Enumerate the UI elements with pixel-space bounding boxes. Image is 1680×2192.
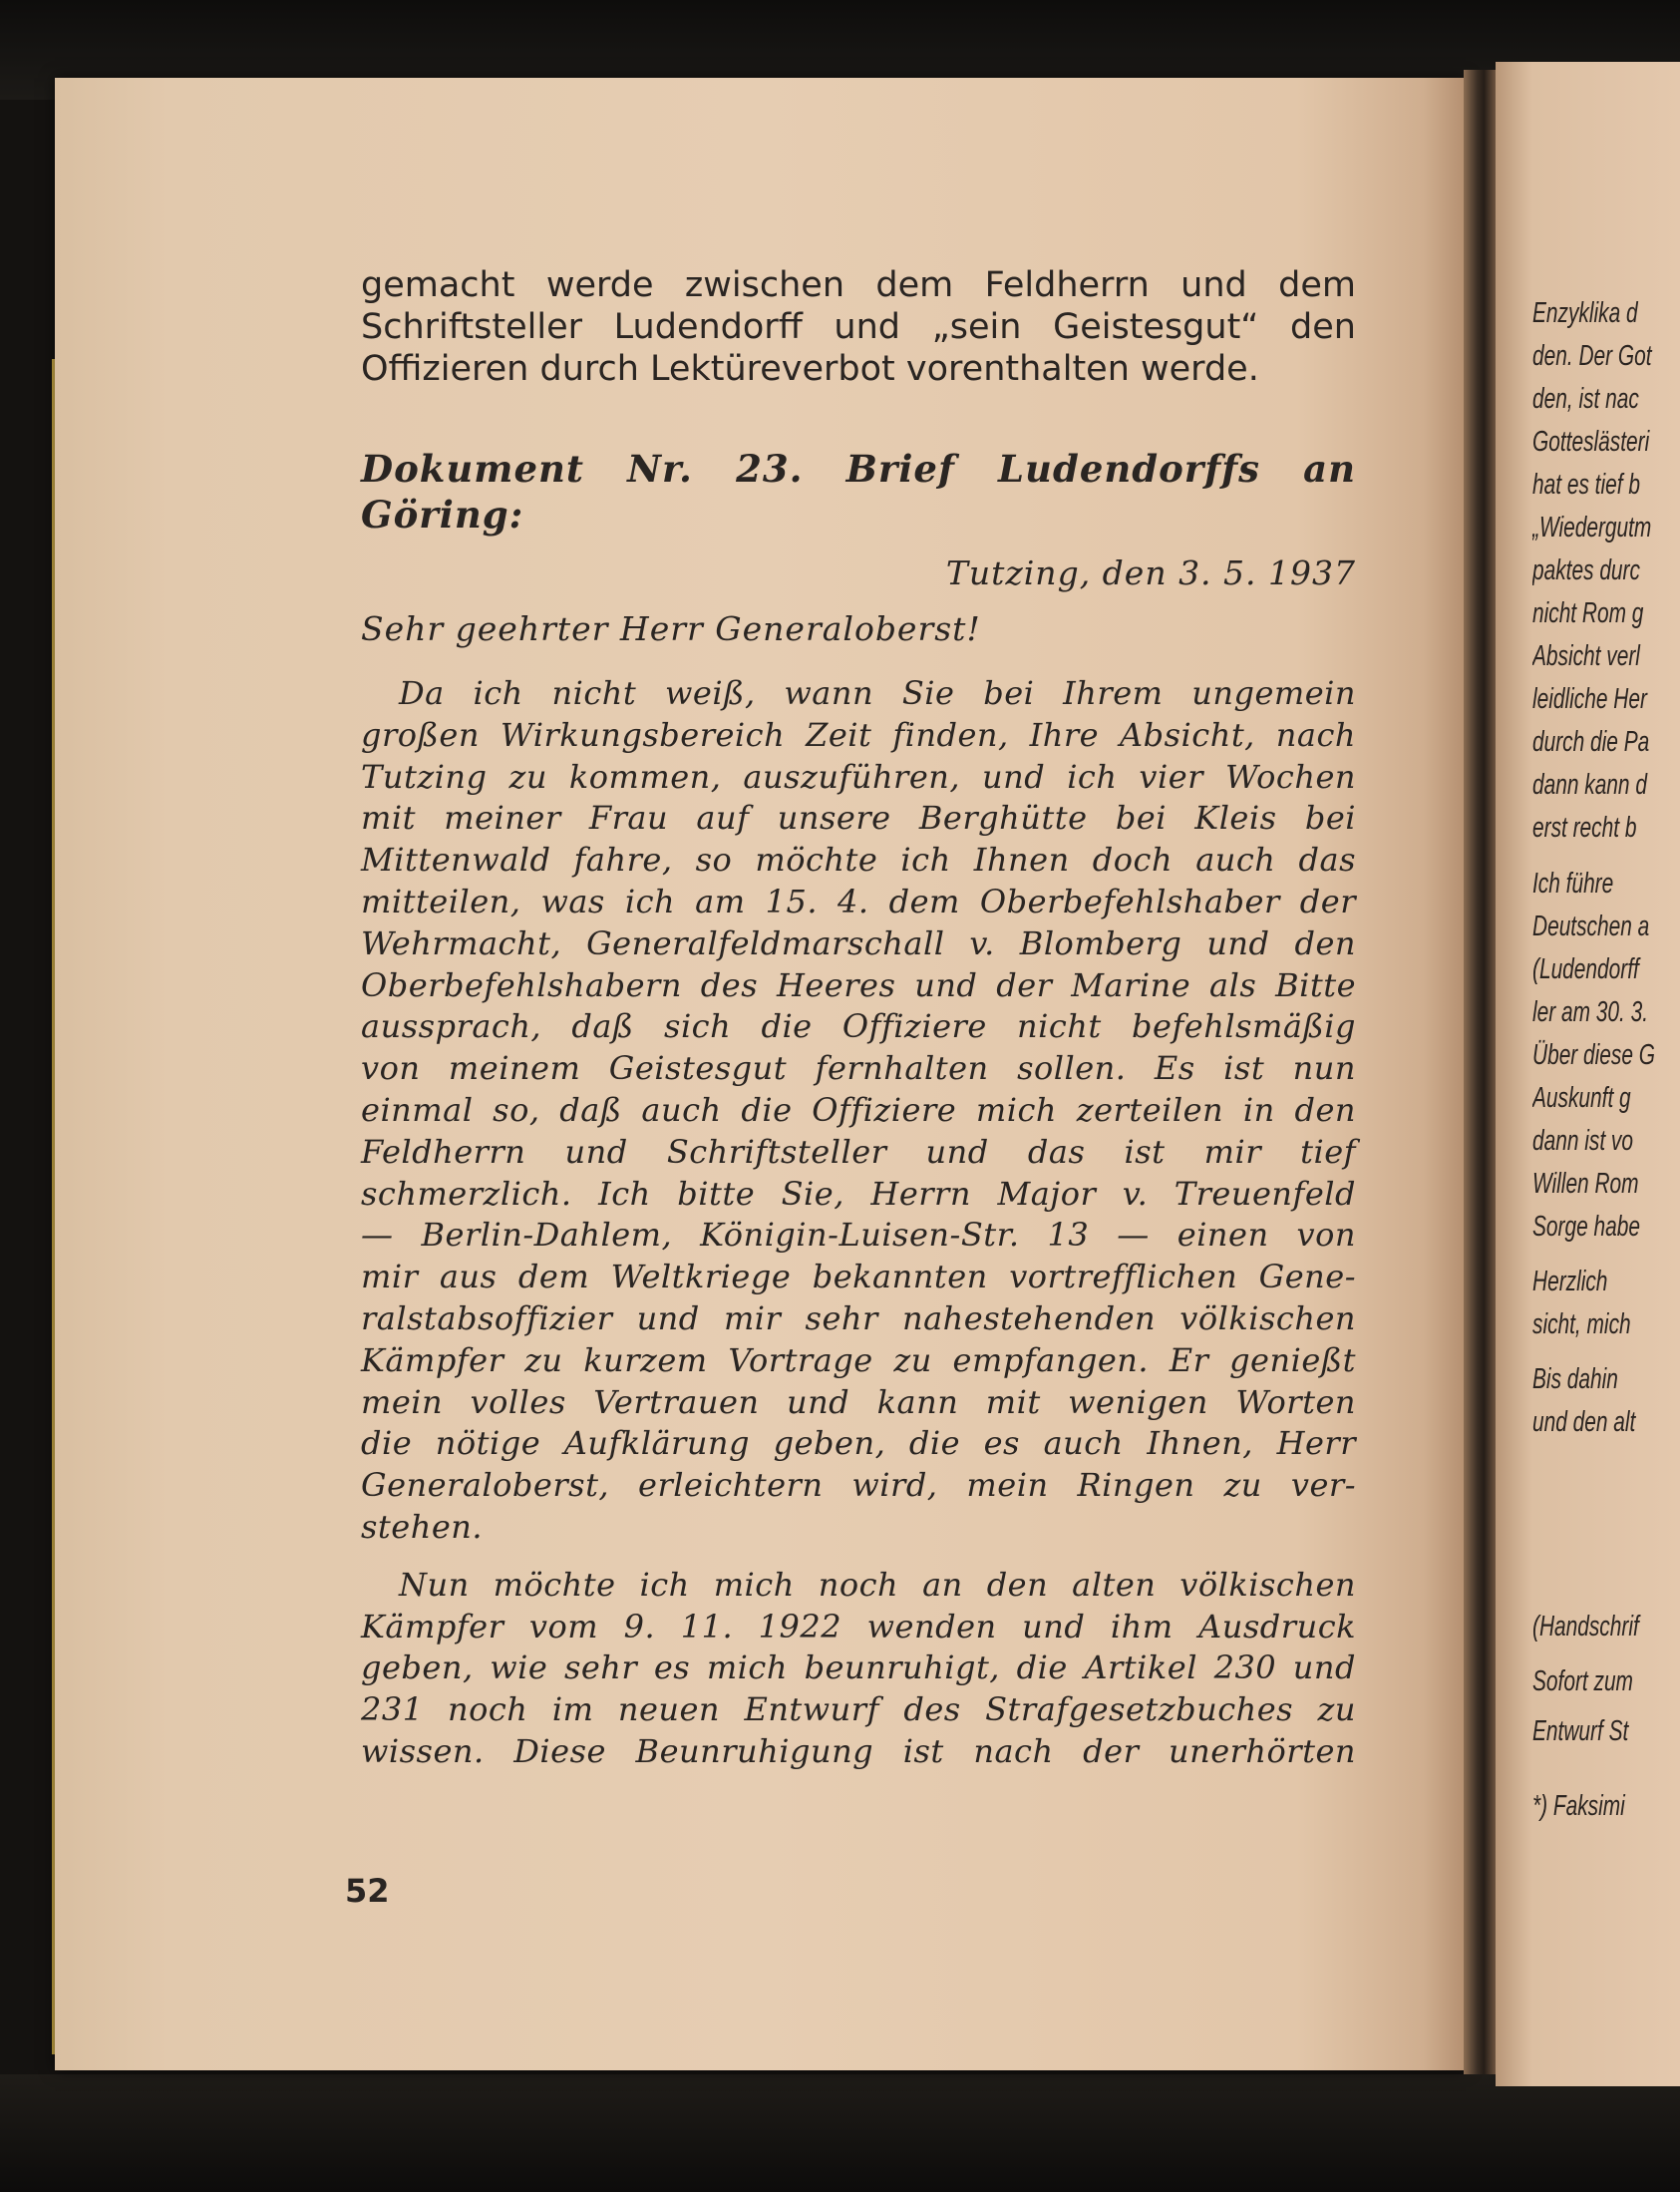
right-page-line: durch die Pa bbox=[1532, 726, 1650, 758]
right-page-line: Sofort zum bbox=[1532, 1665, 1633, 1697]
letter-line: von meinem Geistesgut fernhalten sollen. Es ist nun bbox=[361, 1049, 1356, 1088]
letter-line: Oberbefehlshabern des Heeres und der Marine als Bitte bbox=[361, 965, 1356, 1004]
right-page-line: erst recht b bbox=[1532, 812, 1637, 844]
letter-salutation: Sehr geehrter Herr Generaloberst! bbox=[361, 609, 981, 648]
right-page-line: und den alt bbox=[1532, 1406, 1636, 1438]
intro-line: Schriftsteller Ludendorff und „sein Geistesgut“ den bbox=[361, 307, 1356, 347]
letter-line: wissen. Diese Beunruhigung ist nach der unerhörten bbox=[361, 1731, 1356, 1770]
right-page-line: den. Der Got bbox=[1532, 340, 1652, 372]
background-bottom bbox=[0, 2074, 1680, 2192]
letter-body bbox=[361, 673, 1356, 1773]
right-page-text bbox=[1532, 0, 1680, 2192]
right-page-line: Gotteslästeri bbox=[1532, 426, 1650, 458]
letter-line: Kämpfer vom 9. 11. 1922 wenden und ihm Ausdruck bbox=[361, 1607, 1356, 1645]
right-page-line: sicht, mich bbox=[1532, 1308, 1631, 1340]
right-page-line: Bis dahin bbox=[1532, 1363, 1618, 1395]
right-page-line: hat es tief b bbox=[1532, 469, 1640, 501]
letter-line: Mittenwald fahre, so möchte ich Ihnen doch auch das bbox=[361, 841, 1356, 880]
letter-line: — Berlin-Dahlem, Königin-Luisen-Str. 13 — einen von bbox=[361, 1216, 1356, 1255]
letter-line: Da ich nicht weiß, wann Sie bei Ihrem ungemein bbox=[399, 674, 1356, 712]
letter-line: Tutzing zu kommen, auszuführen, und ich vier Wochen bbox=[361, 757, 1356, 796]
book-gutter bbox=[1464, 70, 1498, 2074]
right-page-line: Ich führe bbox=[1532, 868, 1614, 900]
intro-line: Offizieren durch Lektüreverbot vorenthalten werde. bbox=[361, 349, 1259, 389]
letter-line: mein volles Vertrauen und kann mit wenigen Worten bbox=[361, 1382, 1356, 1421]
right-page-line: Deutschen a bbox=[1532, 911, 1650, 942]
right-page-line: Herzlich bbox=[1532, 1266, 1608, 1297]
right-page-line: leidliche Her bbox=[1532, 683, 1647, 715]
letter-line: mir aus dem Weltkriege bekannten vortrefflichen Gene- bbox=[361, 1258, 1356, 1296]
right-page-line: nicht Rom g bbox=[1532, 597, 1644, 629]
letter-line: einmal so, daß auch die Offiziere mich zerteilen in den bbox=[361, 1090, 1356, 1129]
right-page-line: (Handschrif bbox=[1532, 1611, 1639, 1643]
right-page-line: Auskunft g bbox=[1532, 1082, 1631, 1114]
right-page-line: paktes durc bbox=[1532, 554, 1640, 586]
right-page-line: Absicht verl bbox=[1532, 640, 1640, 672]
letter-line: Feldherrn und Schriftsteller und das ist mir tief bbox=[361, 1132, 1356, 1171]
page-number: 52 bbox=[345, 1872, 390, 1910]
letter-line: 231 noch im neuen Entwurf des Strafgesetzbuches zu bbox=[361, 1690, 1356, 1729]
right-page-line: dann ist vo bbox=[1532, 1125, 1633, 1157]
letter-line: Generaloberst, erleichtern wird, mein Ringen zu ver- bbox=[361, 1466, 1356, 1505]
right-page-line: Enzyklika d bbox=[1532, 297, 1638, 329]
right-page-line: „Wiedergutm bbox=[1532, 512, 1652, 544]
letter-line: ralstabsoffizier und mir sehr nahestehenden völkischen bbox=[361, 1298, 1356, 1337]
letter-line: geben, wie sehr es mich beunruhigt, die Artikel 230 und bbox=[361, 1648, 1356, 1687]
letter-dateline: Tutzing, den 3. 5. 1937 bbox=[945, 553, 1356, 592]
right-page-line: den, ist nac bbox=[1532, 383, 1639, 415]
right-page-line: ler am 30. 3. bbox=[1532, 996, 1649, 1028]
right-page-line: (Ludendorff bbox=[1532, 953, 1639, 985]
letter-line: stehen. bbox=[361, 1507, 484, 1546]
letter-line: schmerzlich. Ich bitte Sie, Herrn Major v. Treuenfeld bbox=[361, 1174, 1356, 1213]
letter-line: aussprach, daß sich die Offiziere nicht befehlsmäßig bbox=[361, 1007, 1356, 1046]
right-page-line: Willen Rom bbox=[1532, 1168, 1639, 1200]
document-heading: Dokument Nr. 23. Brief Ludendorffs an Göring: bbox=[361, 447, 1356, 537]
right-page-line: dann kann d bbox=[1532, 769, 1647, 801]
right-page-line: Sorge habe bbox=[1532, 1211, 1640, 1243]
left-page-text bbox=[361, 264, 1356, 1773]
letter-line: Wehrmacht, Generalfeldmarschall v. Blomberg und den bbox=[361, 923, 1356, 962]
letter-line: mit meiner Frau auf unsere Berghütte bei Kleis bei bbox=[361, 799, 1356, 838]
letter-line: Kämpfer zu kurzem Vortrage zu empfangen. Er genießt bbox=[361, 1340, 1356, 1379]
right-page-line: Über diese G bbox=[1532, 1039, 1656, 1071]
letter-line: die nötige Aufklärung geben, die es auch Ihnen, Herr bbox=[361, 1424, 1356, 1463]
intro-line: gemacht werde zwischen dem Feldherrn und dem bbox=[361, 265, 1356, 305]
letter-line: großen Wirkungsbereich Zeit finden, Ihre Absicht, nach bbox=[361, 715, 1356, 754]
intro-paragraph bbox=[361, 264, 1356, 390]
right-page-line: *) Faksimi bbox=[1532, 1790, 1625, 1822]
letter-line: Nun möchte ich mich noch an den alten völkischen bbox=[399, 1565, 1356, 1604]
right-page-line: Entwurf St bbox=[1532, 1715, 1629, 1747]
letter-line: mitteilen, was ich am 15. 4. dem Oberbefehlshaber der bbox=[361, 882, 1356, 920]
